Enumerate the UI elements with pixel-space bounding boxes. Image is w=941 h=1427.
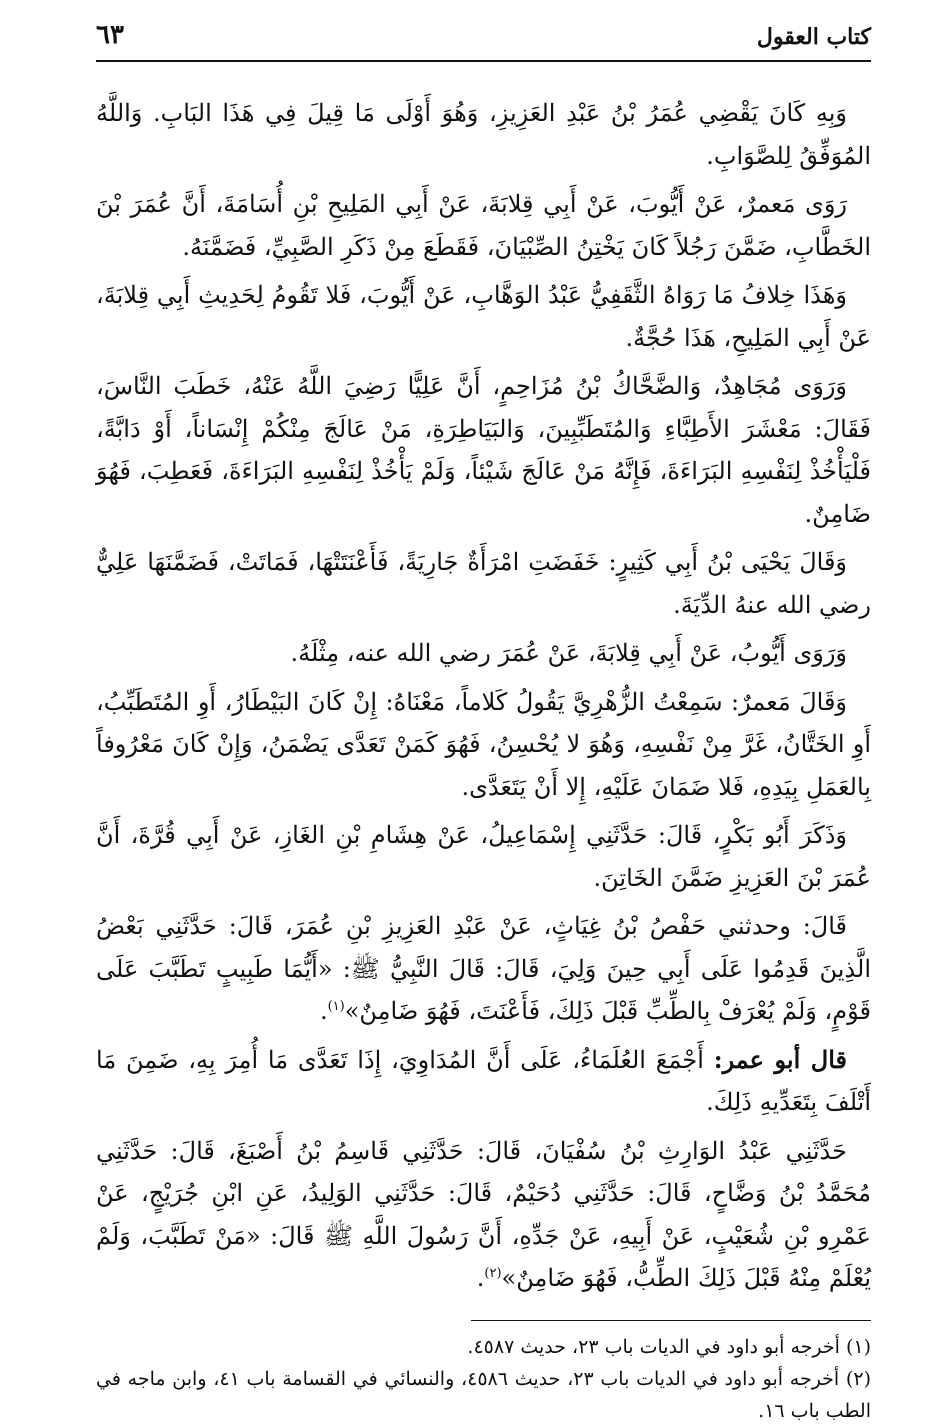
footnote: (٢) أخرجه أبو داود في الديات باب ٢٣، حديث ٤٥٨٦، والنسائي في القسامة باب ٤١، وابن ماجه في الطب باب ١٦. [96,1367,871,1422]
paragraph: وَهَذَا خِلافُ مَا رَوَاهُ الثَّقَفِيُّ عَبْدُ الوَهَّابِ، عَنْ أَيُّوبَ، فَلا تَقُومُ لِحَدِيثِ أَبِي قِلابَةَ، عَنْ أَبِي المَلِيحِ، هَذَا حُجَّةٌ. [96,281,871,352]
footnotes [96,1331,871,1427]
main-text [96,92,871,1300]
paragraph-lead: قال أبو عمر: [713,1044,847,1074]
paragraph: وَقَالَ مَعمرٌ: سَمِعْتُ الزُّهْرِيَّ يَقُولُ كَلاماً، مَعْنَاهُ: إِنْ كَانَ البَيْطَارُ، أَوِ المُتَطَبِّبُ، أَوِ الخَتَّانُ، غَرَّ مِنْ نَفْسِهِ، وَهُوَ لا يُحْسِنُ، فَهُوَ كَمَنْ تَعَدَّى يَضْمَنُ، وَإِنْ كَانَ مَعْرُوفاً بِالعَمَلِ بِيَدِهِ، فَلا ضَمَانَ عَلَيْهِ، إِلا أَنْ يَتَعَدَّى. [96,687,871,801]
paragraph: رَوَى مَعمرٌ، عَنْ أَيُّوبَ، عَنْ أَبِي قِلابَةَ، عَنْ أَبِي المَلِيحِ بْنِ أُسَامَةَ، أَنَّ عُمَرَ بْنَ الخَطَّابِ، ضَمَّنَ رَجُلاً كَانَ يَخْتِنُ الصِّبْيَانَ، فَقَطَعَ مِنْ ذَكَرِ الصَّبِيِّ، فَضَمَّنَهُ. [96,190,871,261]
footnote-ref[interactable]: (١) [327,999,345,1014]
footnote-divider [471,1320,871,1321]
paragraph: وَرَوَى مُجَاهِدٌ، وَالضَّحَّاكُ بْنُ مُزَاحِمٍ، أَنَّ عَلِيًّا رَضِيَ اللَّهُ عَنْهُ، خَطَبَ النَّاسَ، فَقَالَ: مَعْشَرَ الأَطِبَّاءِ وَالمُتَطَبِّبِينَ، وَالبَيَاطِرَةِ، مَنْ عَالَجَ مِنْكُمْ إِنْسَاناً، أَوْ دَابَّةً، فَلْيَأْخُذْ لِنَفْسِهِ البَرَاءَةَ، فَإِنَّهُ مَنْ عَالَجَ شَيْئاً، وَلَمْ يَأْخُذْ لِنَفْسِهِ البَرَاءَةَ، فَعَطِبَ، فَهُوَ ضَامِنٌ. [96,372,871,528]
footnote: (١) أخرجه أبو داود في الديات باب ٢٣، حديث ٤٥٨٧. [467,1335,871,1358]
running-title: كتاب العقول [756,24,871,50]
book-page [96,14,871,1422]
paragraph: وَبِهِ كَانَ يَقْضِي عُمَرُ بْنُ عَبْدِ العَزِيزِ، وَهُوَ أَوْلَى مَا قِيلَ فِي هَذَا البَابِ. وَاللَّهُ المُوَفِّقُ لِلصَّوَابِ. [96,99,871,170]
paragraph: حَدَّثَنِي عَبْدُ الوَارِثِ بْنُ سُفْيَانَ، قَالَ: حَدَّثَنِي قَاسِمُ بْنُ أَصْبَغَ، قَالَ: حَدَّثَنِي مُحَمَّدُ بْنُ وَضَّاحٍ، قَالَ: حَدَّثَنِي دُحَيْمٌ، قَالَ: حَدَّثَنِي الوَلِيدُ، عَنِ ابْنِ جُرَيْجٍ، عَنْ عَمْرِو بْنِ شُعَيْبٍ، عَنْ أَبِيهِ، عَنْ جَدِّهِ، أَنَّ رَسُولَ اللَّهِ ﷺ قَالَ: «مَنْ تَطَبَّبَ، وَلَمْ يُعْلَمْ مِنْهُ قَبْلَ ذَلِكَ الطِّبُّ، فَهُوَ ضَامِنٌ»$^{(٢)}$. [96,1136,871,1292]
paragraph: وَذَكَرَ أَبُو بَكْرٍ، قَالَ: حَدَّثَنِي إِسْمَاعِيلُ، عَنْ هِشَامِ بْنِ الغَازِ، عَنْ أَبِي قُرَّةَ، أَنَّ عُمَرَ بْنَ العَزِيزِ ضَمَّنَ الخَاتِنَ. [96,821,871,892]
paragraph: قال أبو عمر: أَجْمَعَ العُلَمَاءُ، عَلَى أَنَّ المُدَاوِيَ، إِذَا تَعَدَّى مَا أُمِرَ بِهِ، ضَمِنَ مَا أَتْلَفَ بِتَعَدِّيهِ ذَلِكَ. [96,1044,871,1116]
paragraph: قَالَ: وحدثني حَفْصُ بْنُ غِيَاثٍ، عَنْ عَبْدِ العَزِيزِ بْنِ عُمَرَ، قَالَ: حَدَّثَنِي بَعْضُ الَّذِينَ قَدِمُوا عَلَى أَبِي حِينَ وَلِيَ، قَالَ: قَالَ النَّبِيُّ ﷺ: «أَيُّمَا طَبِيبٍ تَطَبَّبَ عَلَى قَوْمٍ، وَلَمْ يُعْرَفْ بِالطِّبِّ قَبْلَ ذَلِكَ، فَأَعْنَتَ، فَهُوَ ضَامِنٌ»$^{(١)}$. [96,912,871,1025]
paragraph: وَرَوَى أَيُّوبُ، عَنْ أَبِي قِلابَةَ، عَنْ عُمَرَ رضي الله عنه، مِثْلَهُ. [290,639,847,667]
footnote-ref[interactable]: (٢) [484,1266,502,1281]
paragraph: وَقَالَ يَحْيَى بْنُ أَبِي كَثِيرٍ: خَفَضَتِ امْرَأَةٌ جَارِيَةً، فَأَعْنَتَتْهَا، فَمَاتَتْ، فَضَمَّنَهَا عَلِيٌّ رضي الله عنهُ الدِّيَةَ. [96,548,871,619]
page-number: ٦٣ [96,20,124,50]
page-header [96,14,871,62]
